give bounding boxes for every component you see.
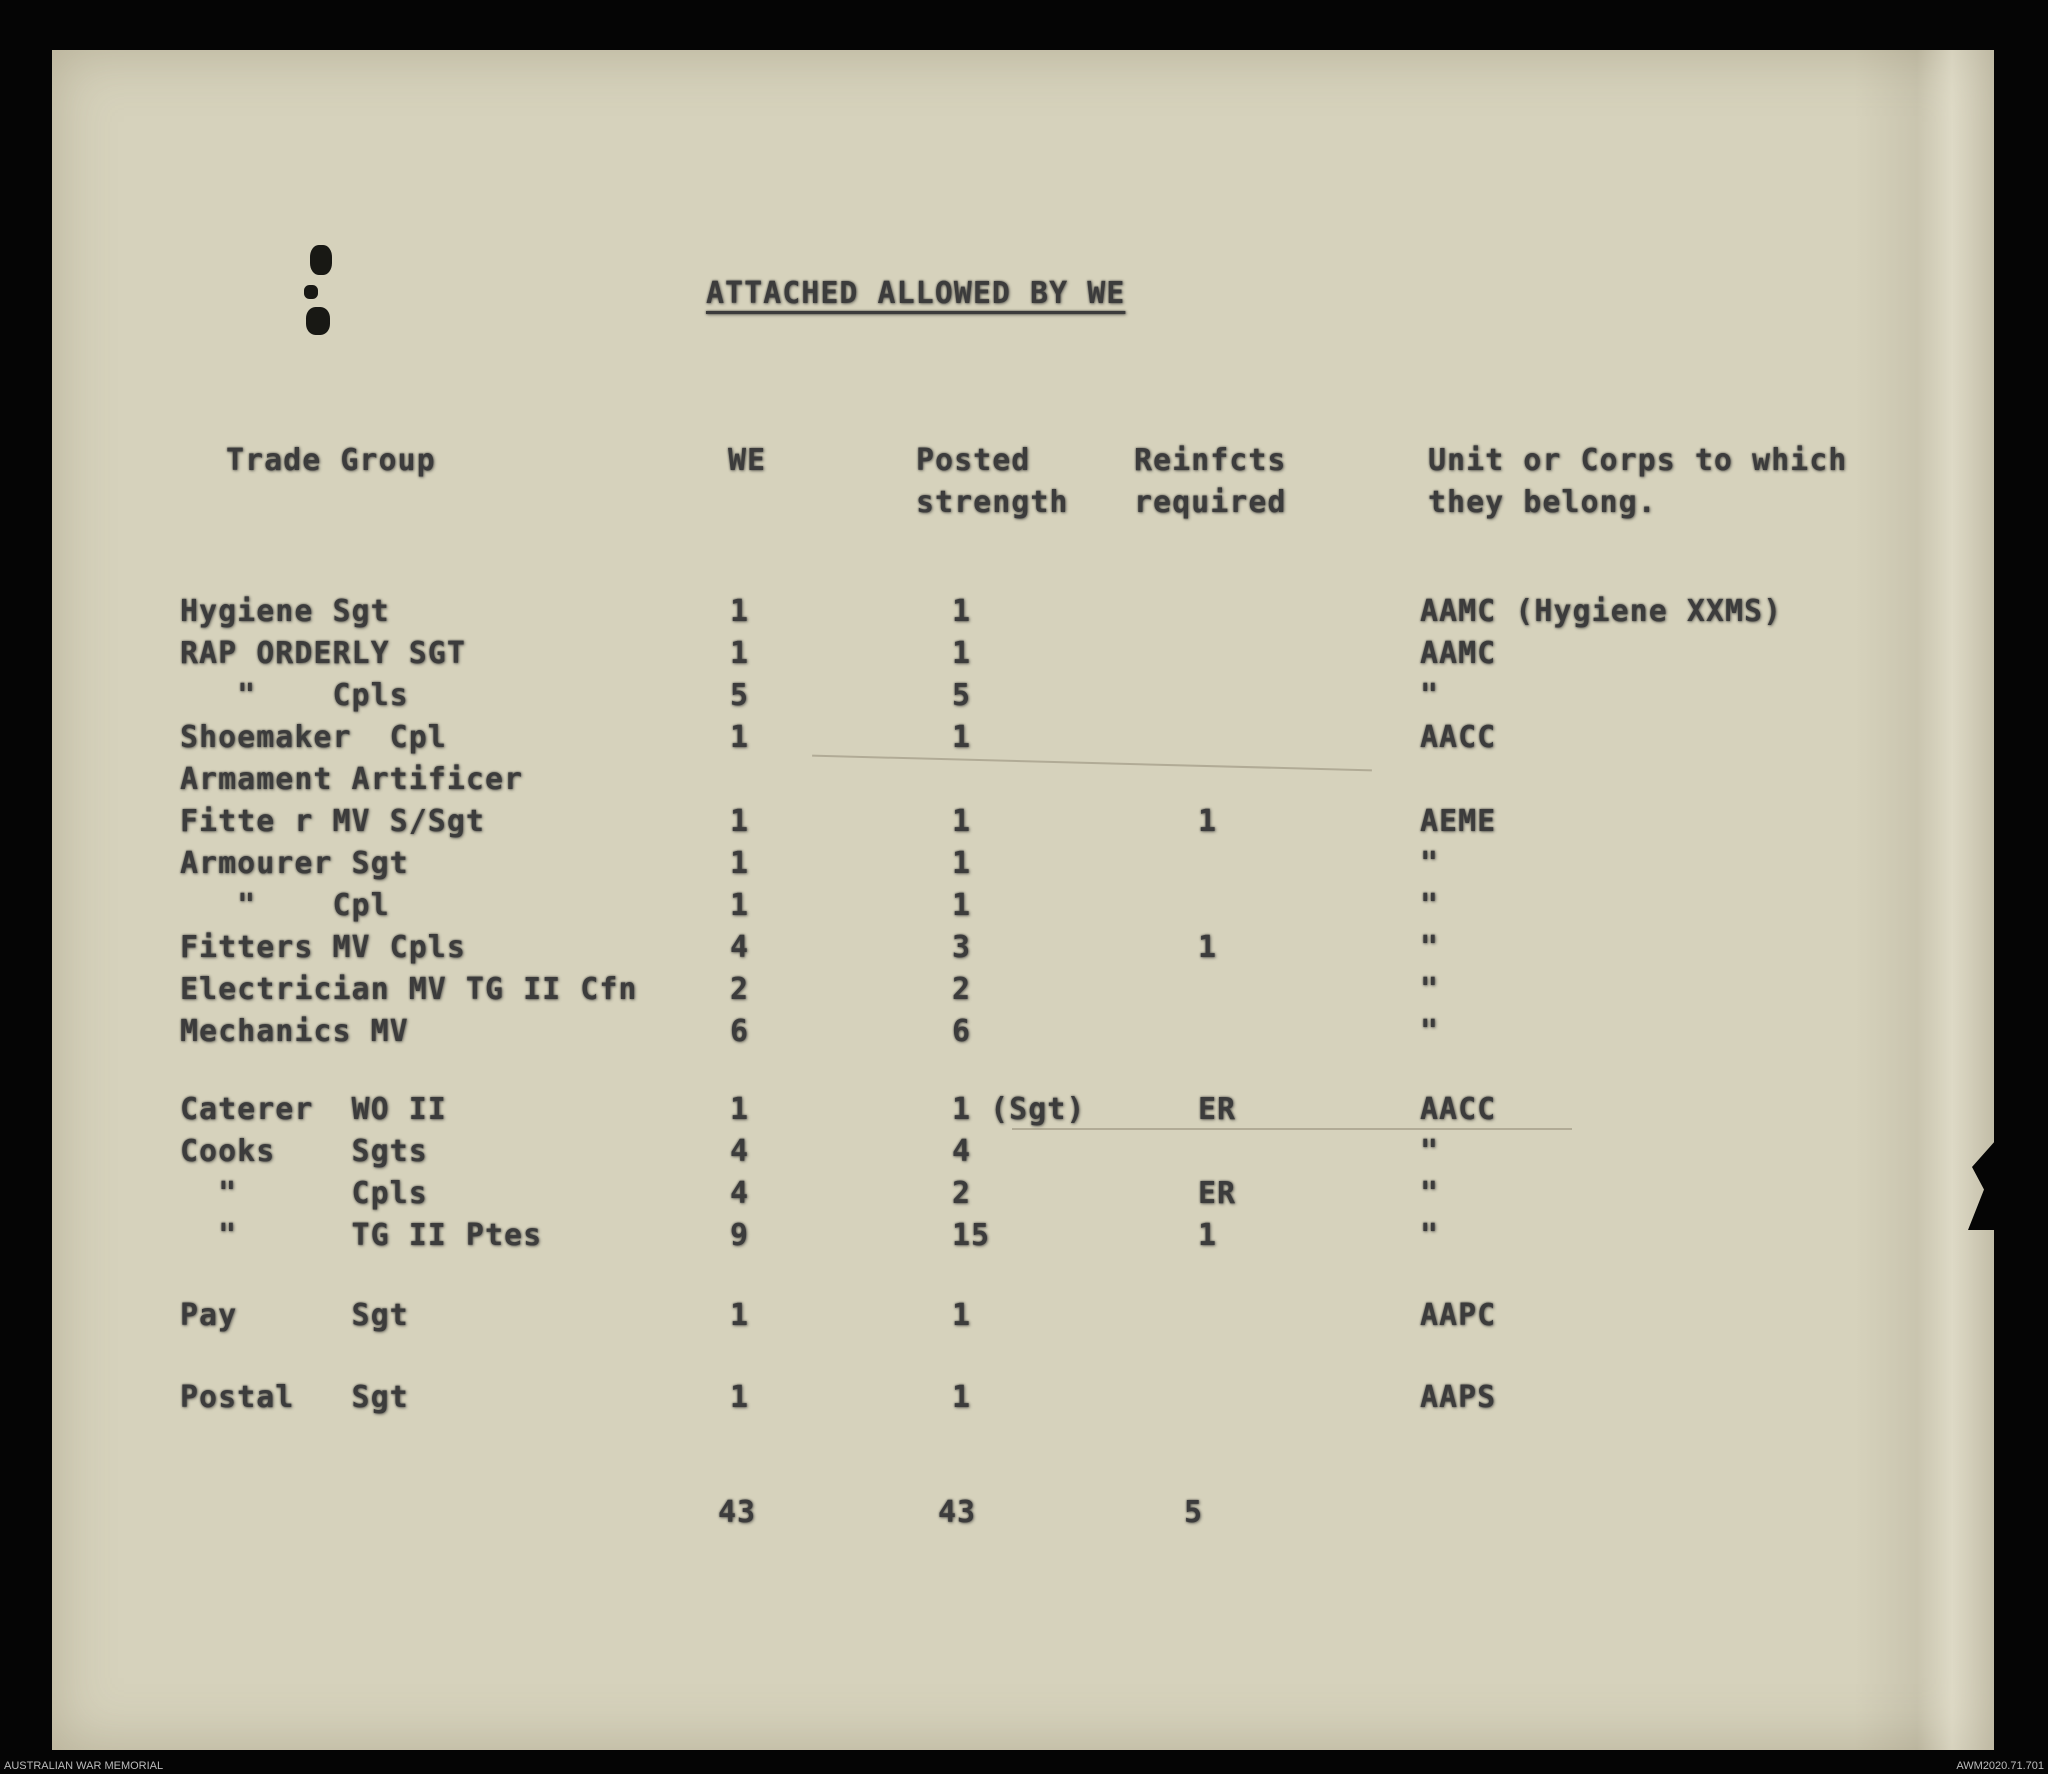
archive-reference: AWM2020.71.701 bbox=[1956, 1760, 2044, 1772]
unit-cell: " bbox=[1420, 846, 1440, 881]
posted-cell: 1 bbox=[952, 720, 972, 755]
we-cell: 1 bbox=[730, 804, 750, 839]
posted-cell: 5 bbox=[952, 678, 972, 713]
header-reinforcements-required: Reinfcts required bbox=[1134, 443, 1287, 520]
we-cell: 1 bbox=[730, 1380, 750, 1415]
unit-cell: AACC bbox=[1420, 720, 1497, 755]
fold-crease bbox=[812, 755, 1372, 772]
posted-cell: 2 bbox=[952, 1176, 972, 1211]
we-cell: 2 bbox=[730, 972, 750, 1007]
posted-cell: 1 (Sgt) bbox=[952, 1092, 1086, 1127]
trade-cell: " Cpls bbox=[180, 678, 409, 713]
we-cell: 1 bbox=[730, 594, 750, 629]
unit-cell: " bbox=[1420, 930, 1440, 965]
unit-cell: " bbox=[1420, 1014, 1440, 1049]
page-curl bbox=[1854, 50, 1994, 1750]
total-posted: 43 bbox=[938, 1495, 977, 1530]
trade-cell: Armament Artificer bbox=[180, 762, 524, 797]
trade-cell: " Cpls bbox=[180, 1176, 428, 1211]
unit-cell: " bbox=[1420, 972, 1440, 1007]
unit-cell: AAPS bbox=[1420, 1380, 1497, 1415]
we-cell: 1 bbox=[730, 846, 750, 881]
we-cell: 4 bbox=[730, 930, 750, 965]
posted-cell: 1 bbox=[952, 594, 972, 629]
unit-cell: AAPC bbox=[1420, 1298, 1497, 1333]
we-cell: 4 bbox=[730, 1176, 750, 1211]
posted-cell: 1 bbox=[952, 846, 972, 881]
trade-cell: " Cpl bbox=[180, 888, 390, 923]
we-cell: 6 bbox=[730, 1014, 750, 1049]
header-unit-or-corps: Unit or Corps to which they belong. bbox=[1428, 443, 1848, 520]
posted-cell: 6 bbox=[952, 1014, 972, 1049]
we-cell: 1 bbox=[730, 1092, 750, 1127]
unit-cell: " bbox=[1420, 1176, 1440, 1211]
unit-cell: AACC bbox=[1420, 1092, 1497, 1127]
header-posted-strength: Posted strength bbox=[916, 443, 1069, 520]
posted-cell: 1 bbox=[952, 1380, 972, 1415]
trade-cell: Mechanics MV bbox=[180, 1014, 409, 1049]
unit-cell: " bbox=[1420, 678, 1440, 713]
posted-cell: 1 bbox=[952, 804, 972, 839]
posted-cell: 15 bbox=[952, 1218, 991, 1253]
reinf-cell: 1 bbox=[1198, 930, 1218, 965]
trade-cell: Hygiene Sgt bbox=[180, 594, 390, 629]
unit-cell: AEME bbox=[1420, 804, 1497, 839]
document-title: ATTACHED ALLOWED BY WE bbox=[706, 276, 1126, 311]
reinf-cell: ER bbox=[1198, 1176, 1237, 1211]
trade-cell: " TG II Ptes bbox=[180, 1218, 543, 1253]
trade-cell: Pay Sgt bbox=[180, 1298, 409, 1333]
trade-cell: RAP ORDERLY SGT bbox=[180, 636, 466, 671]
trade-cell: Electrician MV TG II Cfn bbox=[180, 972, 638, 1007]
we-cell: 1 bbox=[730, 888, 750, 923]
trade-cell: Fitters MV Cpls bbox=[180, 930, 466, 965]
we-cell: 1 bbox=[730, 720, 750, 755]
trade-cell: Caterer WO II bbox=[180, 1092, 447, 1127]
posted-cell: 4 bbox=[952, 1134, 972, 1169]
we-cell: 1 bbox=[730, 1298, 750, 1333]
trade-cell: Cooks Sgts bbox=[180, 1134, 428, 1169]
trade-cell: Armourer Sgt bbox=[180, 846, 409, 881]
unit-cell: AAMC bbox=[1420, 636, 1497, 671]
we-cell: 4 bbox=[730, 1134, 750, 1169]
we-cell: 9 bbox=[730, 1218, 750, 1253]
reinf-cell: 1 bbox=[1198, 804, 1218, 839]
we-cell: 1 bbox=[730, 636, 750, 671]
posted-cell: 1 bbox=[952, 1298, 972, 1333]
reinf-cell: 1 bbox=[1198, 1218, 1218, 1253]
header-trade-group: Trade Group bbox=[226, 443, 436, 478]
unit-cell: " bbox=[1420, 1218, 1440, 1253]
posted-cell: 1 bbox=[952, 888, 972, 923]
ink-stain bbox=[302, 245, 336, 340]
posted-cell: 1 bbox=[952, 636, 972, 671]
header-we: WE bbox=[728, 443, 767, 478]
unit-cell: AAMC (Hygiene XXMS) bbox=[1420, 594, 1783, 629]
posted-cell: 3 bbox=[952, 930, 972, 965]
fold-crease bbox=[1012, 1128, 1572, 1130]
total-we: 43 bbox=[718, 1495, 757, 1530]
reinf-cell: ER bbox=[1198, 1092, 1237, 1127]
unit-cell: " bbox=[1420, 888, 1440, 923]
trade-cell: Shoemaker Cpl bbox=[180, 720, 447, 755]
posted-cell: 2 bbox=[952, 972, 972, 1007]
archive-credit: AUSTRALIAN WAR MEMORIAL bbox=[4, 1760, 164, 1772]
unit-cell: " bbox=[1420, 1134, 1440, 1169]
trade-cell: Fitte r MV S/Sgt bbox=[180, 804, 485, 839]
total-reinforcements: 5 bbox=[1184, 1495, 1204, 1530]
trade-cell: Postal Sgt bbox=[180, 1380, 409, 1415]
we-cell: 5 bbox=[730, 678, 750, 713]
